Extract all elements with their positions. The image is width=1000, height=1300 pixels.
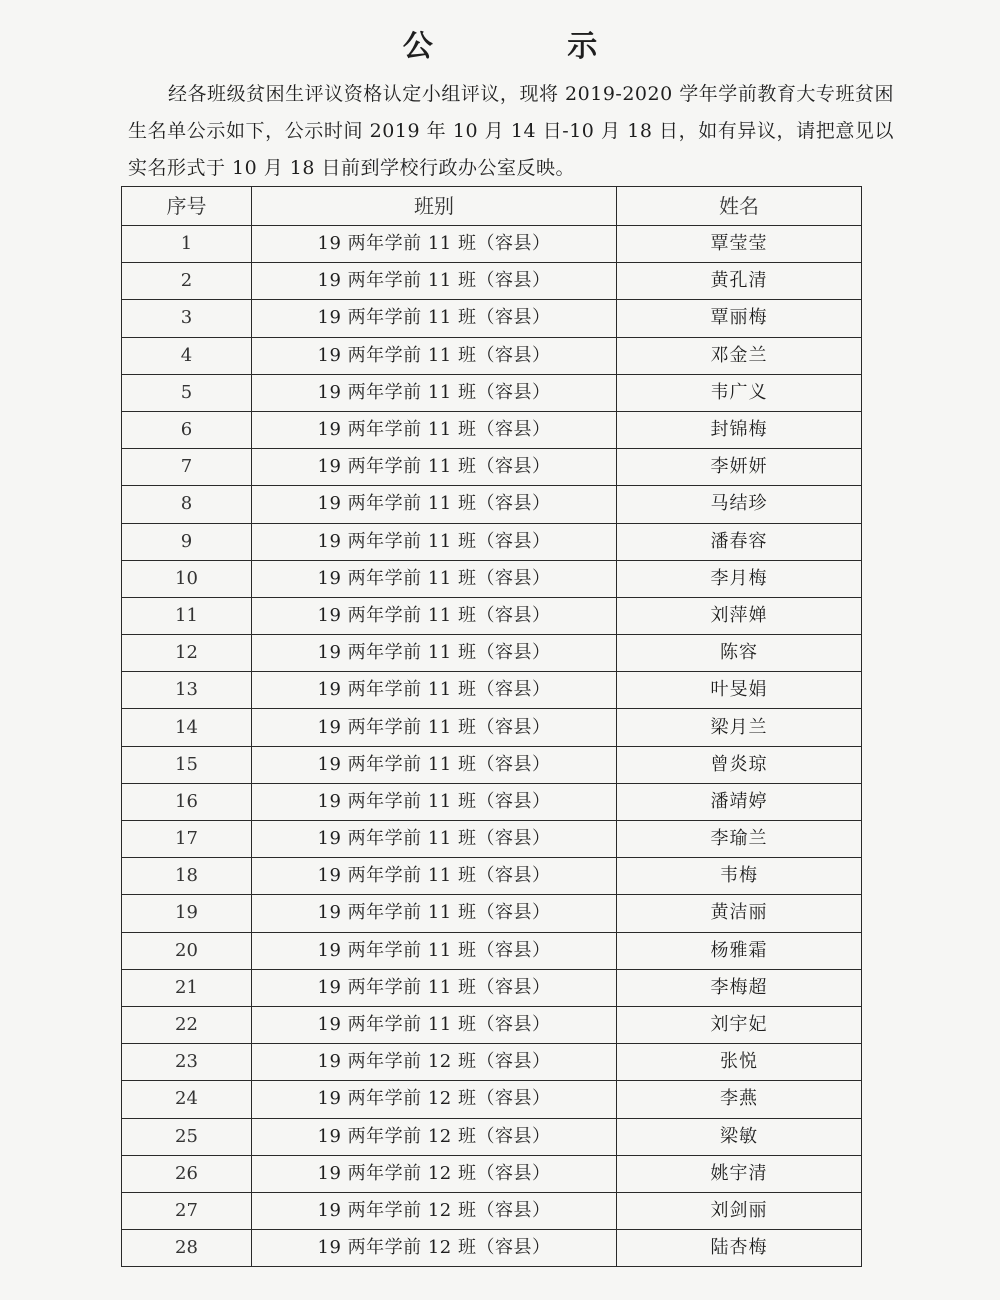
row-number: 27 <box>122 1192 252 1229</box>
row-number: 3 <box>122 300 252 337</box>
table-row <box>122 1155 862 1192</box>
row-number: 28 <box>122 1230 252 1267</box>
row-name: 李月梅 <box>617 560 862 597</box>
row-number: 10 <box>122 560 252 597</box>
table-row <box>122 1006 862 1043</box>
table-row <box>122 337 862 374</box>
table-row <box>122 374 862 411</box>
row-class: 19 两年学前 11 班（容县） <box>252 932 617 969</box>
row-class: 19 两年学前 12 班（容县） <box>252 1155 617 1192</box>
table-row <box>122 1192 862 1229</box>
row-class: 19 两年学前 12 班（容县） <box>252 1081 617 1118</box>
row-name: 杨雅霜 <box>617 932 862 969</box>
table-row <box>122 449 862 486</box>
row-name: 覃丽梅 <box>617 300 862 337</box>
table-row <box>122 523 862 560</box>
row-number: 21 <box>122 969 252 1006</box>
row-class: 19 两年学前 11 班（容县） <box>252 449 617 486</box>
table-row <box>122 821 862 858</box>
row-name: 李妍妍 <box>617 449 862 486</box>
row-name: 韦梅 <box>617 858 862 895</box>
row-number: 14 <box>122 709 252 746</box>
row-number: 24 <box>122 1081 252 1118</box>
header-class: 班别 <box>252 187 617 226</box>
row-class: 19 两年学前 11 班（容县） <box>252 672 617 709</box>
row-name: 李梅超 <box>617 969 862 1006</box>
table-row <box>122 1118 862 1155</box>
table-header-row <box>122 187 862 226</box>
table-row <box>122 895 862 932</box>
table-row <box>122 486 862 523</box>
table-row <box>122 746 862 783</box>
row-number: 18 <box>122 858 252 895</box>
row-number: 19 <box>122 895 252 932</box>
row-class: 19 两年学前 11 班（容县） <box>252 523 617 560</box>
row-name: 潘靖婷 <box>617 783 862 820</box>
table-row <box>122 672 862 709</box>
row-name: 韦广义 <box>617 374 862 411</box>
table-row <box>122 263 862 300</box>
row-name: 李燕 <box>617 1081 862 1118</box>
row-name: 刘宇妃 <box>617 1006 862 1043</box>
row-class: 19 两年学前 11 班（容县） <box>252 858 617 895</box>
table-row <box>122 783 862 820</box>
row-number: 2 <box>122 263 252 300</box>
row-number: 7 <box>122 449 252 486</box>
table-row <box>122 1044 862 1081</box>
row-class: 19 两年学前 12 班（容县） <box>252 1118 617 1155</box>
row-number: 6 <box>122 411 252 448</box>
row-class: 19 两年学前 11 班（容县） <box>252 411 617 448</box>
row-number: 15 <box>122 746 252 783</box>
row-class: 19 两年学前 11 班（容县） <box>252 783 617 820</box>
row-class: 19 两年学前 11 班（容县） <box>252 895 617 932</box>
header-no: 序号 <box>122 187 252 226</box>
header-name: 姓名 <box>617 187 862 226</box>
table-row <box>122 226 862 263</box>
row-number: 26 <box>122 1155 252 1192</box>
table-row <box>122 969 862 1006</box>
row-name: 覃莹莹 <box>617 226 862 263</box>
row-class: 19 两年学前 11 班（容县） <box>252 821 617 858</box>
row-class: 19 两年学前 11 班（容县） <box>252 560 617 597</box>
table-row <box>122 1081 862 1118</box>
row-number: 17 <box>122 821 252 858</box>
row-name: 陈容 <box>617 635 862 672</box>
row-class: 19 两年学前 11 班（容县） <box>252 969 617 1006</box>
row-number: 13 <box>122 672 252 709</box>
row-number: 9 <box>122 523 252 560</box>
row-class: 19 两年学前 11 班（容县） <box>252 597 617 634</box>
row-class: 19 两年学前 11 班（容县） <box>252 263 617 300</box>
row-class: 19 两年学前 12 班（容县） <box>252 1192 617 1229</box>
row-class: 19 两年学前 11 班（容县） <box>252 374 617 411</box>
row-name: 姚宇清 <box>617 1155 862 1192</box>
row-class: 19 两年学前 11 班（容县） <box>252 635 617 672</box>
student-roster-table <box>121 186 862 1267</box>
row-number: 22 <box>122 1006 252 1043</box>
table-body <box>122 226 862 1267</box>
row-class: 19 两年学前 11 班（容县） <box>252 709 617 746</box>
notice-paragraph: 经各班级贫困生评议资格认定小组评议，现将 2019-2020 学年学前教育大专班贫困生名单公示如下，公示时间 2019 年 10 月 14 日-10 月 18 日，如有异议，请把意见以实名形式于 10 月 18 日前到学校行政办公室反映。 <box>128 83 894 179</box>
row-class: 19 两年学前 11 班（容县） <box>252 486 617 523</box>
row-name: 梁月兰 <box>617 709 862 746</box>
row-class: 19 两年学前 12 班（容县） <box>252 1044 617 1081</box>
row-number: 11 <box>122 597 252 634</box>
row-name: 张悦 <box>617 1044 862 1081</box>
table-row <box>122 300 862 337</box>
row-number: 16 <box>122 783 252 820</box>
row-name: 刘剑丽 <box>617 1192 862 1229</box>
row-class: 19 两年学前 11 班（容县） <box>252 300 617 337</box>
table-row <box>122 709 862 746</box>
table-row <box>122 560 862 597</box>
row-name: 李瑜兰 <box>617 821 862 858</box>
row-number: 5 <box>122 374 252 411</box>
row-class: 19 两年学前 11 班（容县） <box>252 337 617 374</box>
row-number: 12 <box>122 635 252 672</box>
table-row <box>122 597 862 634</box>
row-number: 4 <box>122 337 252 374</box>
row-number: 25 <box>122 1118 252 1155</box>
row-name: 曾炎琼 <box>617 746 862 783</box>
table-row <box>122 411 862 448</box>
row-name: 陆杏梅 <box>617 1230 862 1267</box>
row-name: 梁敏 <box>617 1118 862 1155</box>
row-name: 刘萍婵 <box>617 597 862 634</box>
row-number: 1 <box>122 226 252 263</box>
row-name: 黄洁丽 <box>617 895 862 932</box>
row-class: 19 两年学前 12 班（容县） <box>252 1230 617 1267</box>
row-number: 20 <box>122 932 252 969</box>
table-row <box>122 635 862 672</box>
row-class: 19 两年学前 11 班（容县） <box>252 226 617 263</box>
row-name: 邓金兰 <box>617 337 862 374</box>
row-name: 潘春容 <box>617 523 862 560</box>
table-row <box>122 1230 862 1267</box>
row-name: 黄孔清 <box>617 263 862 300</box>
row-class: 19 两年学前 11 班（容县） <box>252 746 617 783</box>
row-number: 8 <box>122 486 252 523</box>
row-name: 马结珍 <box>617 486 862 523</box>
table-row <box>122 858 862 895</box>
table-row <box>122 932 862 969</box>
row-name: 封锦梅 <box>617 411 862 448</box>
page-title: 公 示 <box>402 29 660 64</box>
row-number: 23 <box>122 1044 252 1081</box>
row-name: 叶旻娟 <box>617 672 862 709</box>
row-class: 19 两年学前 11 班（容县） <box>252 1006 617 1043</box>
